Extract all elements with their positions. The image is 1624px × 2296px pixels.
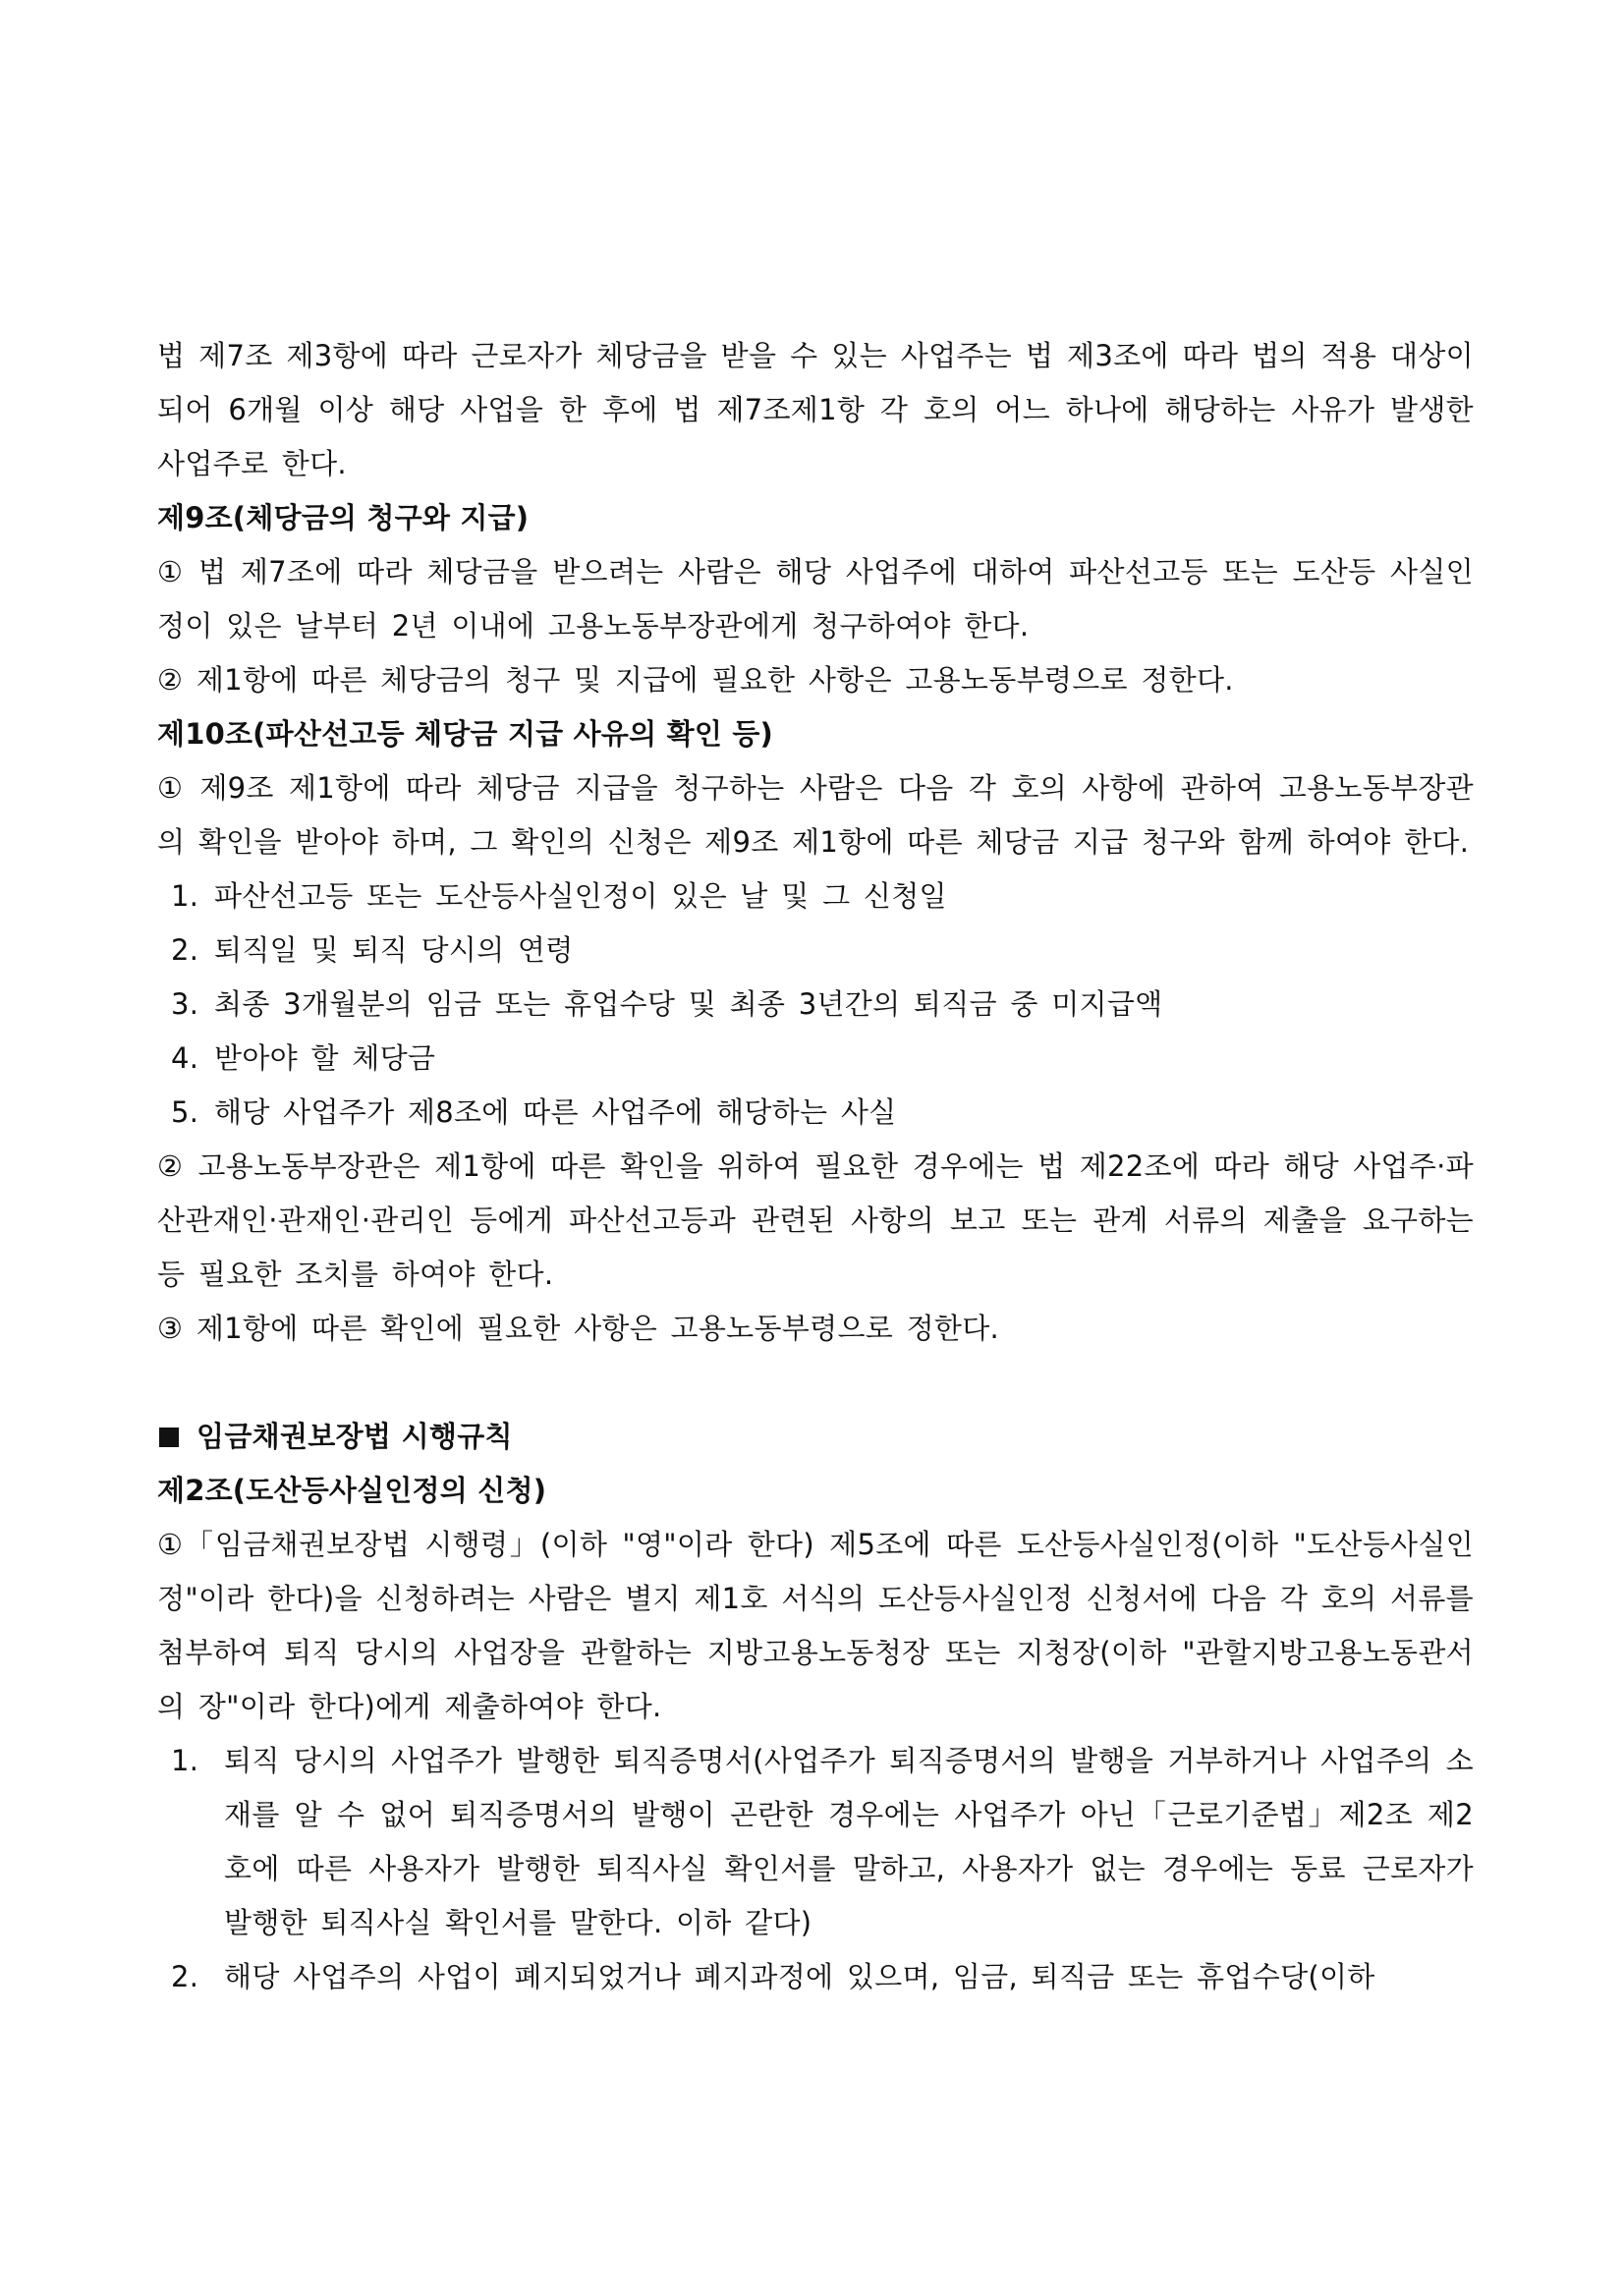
rules-article-2-item-list — [157, 1734, 1474, 2004]
list-item-number: 3. — [171, 987, 199, 1021]
list-item-text: 최종 3개월분의 임금 또는 휴업수당 및 최종 3년간의 퇴직금 중 미지급액 — [214, 987, 1163, 1021]
article-10-paragraph-3: ③ 제1항에 따른 확인에 필요한 사항은 고용노동부령으로 정한다. — [157, 1312, 1000, 1345]
list-item — [157, 1086, 1474, 1140]
list-item-text: 파산선고등 또는 도산등사실인정이 있은 날 및 그 신청일 — [214, 879, 947, 913]
intro-paragraph: 법 제7조 제3항에 따라 근로자가 체당금을 받을 수 있는 사업주는 법 제3조에 따라 법의 적용 대상이 되어 6개월 이상 해당 사업을 한 후에 법 제7조제1항 각 호의 어느 하나에 해당하는 사유가 발생한 사업주로 한다. — [157, 339, 1474, 480]
article-10-paragraph-2: ② 고용노동부장관은 제1항에 따른 확인을 위하여 필요한 경우에는 법 제22조에 따라 해당 사업주·파산관재인·관재인·관리인 등에게 파산선고등과 관련된 사항의 보고 또는 관계 서류의 제출을 요구하는 등 필요한 조치를 하여야 한다. — [157, 1149, 1474, 1291]
section-spacer — [157, 1356, 1474, 1410]
list-item-number: 5. — [171, 1095, 199, 1129]
list-item — [157, 869, 1474, 924]
article-9-heading: 제9조(체당금의 청구와 지급) — [157, 501, 530, 534]
list-item-text: 해당 사업주가 제8조에 따른 사업주에 해당하는 사실 — [214, 1095, 897, 1129]
rules-section-title-text: 임금채권보장법 시행규칙 — [196, 1420, 513, 1453]
list-item — [157, 978, 1474, 1032]
list-item-number: 2. — [171, 1960, 199, 1993]
list-item-number: 2. — [171, 933, 199, 967]
list-item — [157, 1032, 1474, 1086]
article-10-paragraph-1: ① 제9조 제1항에 따라 체당금 지급을 청구하는 사람은 다음 각 호의 사항에 관하여 고용노동부장관의 확인을 받아야 하며, 그 확인의 신청은 제9조 제1항에 따른 체당금 지급 청구와 함께 하여야 한다. — [157, 771, 1474, 859]
article-9-paragraph-2: ② 제1항에 따른 체당금의 청구 및 지급에 필요한 사항은 고용노동부령으로 정한다. — [157, 663, 1234, 697]
black-square-bullet-icon — [159, 1428, 179, 1447]
list-item-number: 1. — [171, 879, 199, 913]
document-page — [157, 329, 1474, 2004]
rules-section-title — [157, 1410, 1474, 1464]
list-item-number: 4. — [171, 1041, 199, 1075]
list-item — [157, 1950, 1474, 2004]
article-9-paragraph-1: ① 법 제7조에 따라 체당금을 받으려는 사람은 해당 사업주에 대하여 파산선고등 또는 도산등 사실인정이 있은 날부터 2년 이내에 고용노동부장관에게 청구하여야 한다. — [157, 555, 1474, 643]
list-item-text: 퇴직 당시의 사업주가 발행한 퇴직증명서(사업주가 퇴직증명서의 발행을 거부하거나 사업주의 소재를 알 수 없어 퇴직증명서의 발행이 곤란한 경우에는 사업주가 아닌「근로기준법」제2조 제2호에 따른 사용자가 발행한 퇴직사실 확인서를 말하고, 사용자가 없는 경우에는 동료 근로자가 발행한 퇴직사실 확인서를 말한다. 이하 같다) — [224, 1744, 1474, 1939]
list-item — [157, 924, 1474, 978]
article-10-heading: 제10조(파산선고등 체당금 지급 사유의 확인 등) — [157, 717, 773, 751]
list-item-number: 1. — [171, 1744, 199, 1777]
list-item-text: 받아야 할 체당금 — [214, 1041, 436, 1075]
list-item-text: 퇴직일 및 퇴직 당시의 연령 — [214, 933, 574, 967]
list-item — [157, 1734, 1474, 1950]
rules-article-2-heading: 제2조(도산등사실인정의 신청) — [157, 1474, 547, 1507]
article-10-item-list — [157, 869, 1474, 1140]
list-item-text: 해당 사업주의 사업이 폐지되었거나 폐지과정에 있으며, 임금, 퇴직금 또는 휴업수당(이하 — [224, 1960, 1375, 1993]
rules-article-2-paragraph-1: ①「임금채권보장법 시행령」(이하 "영"이라 한다) 제5조에 따른 도산등사실인정(이하 "도산등사실인정"이라 한다)을 신청하려는 사람은 별지 제1호 서식의 도산등사실인정 신청서에 다음 각 호의 서류를 첨부하여 퇴직 당시의 사업장을 관할하는 지방고용노동청장 또는 지청장(이하 "관할지방고용노동관서의 장"이라 한다)에게 제출하여야 한다. — [157, 1528, 1474, 1723]
